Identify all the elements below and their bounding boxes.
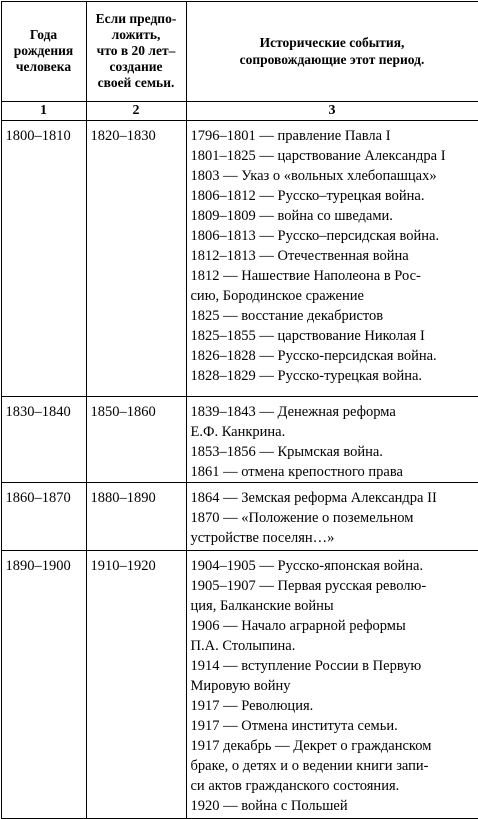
event-line: 1826–1828 — Русско-персидская война. — [191, 346, 476, 366]
event-line: Е.Ф. Канкрина. — [191, 422, 476, 442]
header-line: создание — [109, 59, 162, 74]
event-line: 1828–1829 — Русско-турецкая война. — [191, 366, 476, 386]
header-line: своей семьи. — [98, 75, 175, 90]
header-line: человека — [16, 59, 71, 74]
birth-years-cell: 1890–1900 — [1, 550, 86, 818]
event-line: 1806–1812 — Русско–турецкая война. — [191, 186, 476, 206]
family-years-cell: 1880–1890 — [86, 482, 186, 550]
event-line: 1809–1809 — война со шведами. — [191, 206, 476, 226]
header-line: Года — [30, 27, 57, 42]
event-line: сию, Бородинское сражение — [191, 286, 476, 306]
events-cell — [186, 396, 478, 482]
table-row — [1, 396, 478, 482]
event-line: 1917 декабрь — Декрет о гражданском — [191, 736, 476, 756]
event-line: 1825–1855 — царствование Николая I — [191, 326, 476, 346]
event-line: устройстве поселян…» — [191, 528, 476, 548]
event-line: 1904–1905 — Русско-японская война. — [191, 556, 476, 576]
event-line: 1861 — отмена крепостного права — [191, 462, 476, 482]
header-line: Исторические события, — [187, 34, 478, 51]
table-row — [1, 120, 478, 396]
header-row — [1, 1, 478, 101]
event-line: 1905–1907 — Первая русская револю- — [191, 576, 476, 596]
column-number: 3 — [186, 101, 478, 120]
event-line: 1806–1813 — Русско–персидская война. — [191, 226, 476, 246]
header-events — [186, 1, 478, 101]
header-line: сопровождающие этот период. — [187, 51, 478, 68]
event-line: 1796–1801 — правление Павла I — [191, 126, 476, 146]
family-years-cell: 1910–1920 — [86, 550, 186, 818]
event-line: 1870 — «Положение о поземельном — [191, 508, 476, 528]
family-years-cell: 1820–1830 — [86, 120, 186, 396]
history-table — [1, 1, 478, 819]
header-birth-years — [1, 1, 86, 101]
column-number: 1 — [1, 101, 86, 120]
table-row — [1, 550, 478, 818]
event-line: 1839–1843 — Денежная реформа — [191, 402, 476, 422]
header-line: Если предпо- — [96, 11, 177, 26]
header-line: ложить, — [112, 27, 161, 42]
birth-years-cell: 1860–1870 — [1, 482, 86, 550]
birth-years-cell: 1800–1810 — [1, 120, 86, 396]
header-line: рождения — [14, 43, 73, 58]
events-cell — [186, 482, 478, 550]
event-line: П.А. Столыпина. — [191, 636, 476, 656]
event-line: 1917 — Революция. — [191, 696, 476, 716]
event-line: 1812–1813 — Отечественная война — [191, 246, 476, 266]
event-line: браке, о детях и о ведении книги запи- — [191, 756, 476, 776]
column-number: 2 — [86, 101, 186, 120]
header-line: что в 20 лет– — [97, 43, 176, 58]
event-line: 1853–1856 — Крымская война. — [191, 442, 476, 462]
event-line: ция, Балканские войны — [191, 596, 476, 616]
event-line: 1917 — Отмена института семьи. — [191, 716, 476, 736]
event-line: Мировую войну — [191, 676, 476, 696]
event-line: 1812 — Нашествие Наполеона в Рос- — [191, 266, 476, 286]
event-line: 1914 — вступление России в Первую — [191, 656, 476, 676]
family-years-cell: 1850–1860 — [86, 396, 186, 482]
birth-years-cell: 1830–1840 — [1, 396, 86, 482]
event-line: 1825 — восстание декабристов — [191, 306, 476, 326]
event-line: 1864 — Земская реформа Александра II — [191, 488, 476, 508]
event-line: 1906 — Начало аграрной реформы — [191, 616, 476, 636]
events-cell — [186, 550, 478, 818]
event-line: 1920 — война с Польшей — [191, 796, 476, 816]
event-line: 1803 — Указ о «вольных хлебопашцах» — [191, 166, 476, 186]
table-row — [1, 482, 478, 550]
event-line: 1801–1825 — царствование Александра I — [191, 146, 476, 166]
events-cell — [186, 120, 478, 396]
column-number-row — [1, 101, 478, 120]
header-family-years — [86, 1, 186, 101]
event-line: си актов гражданского состояния. — [191, 776, 476, 796]
